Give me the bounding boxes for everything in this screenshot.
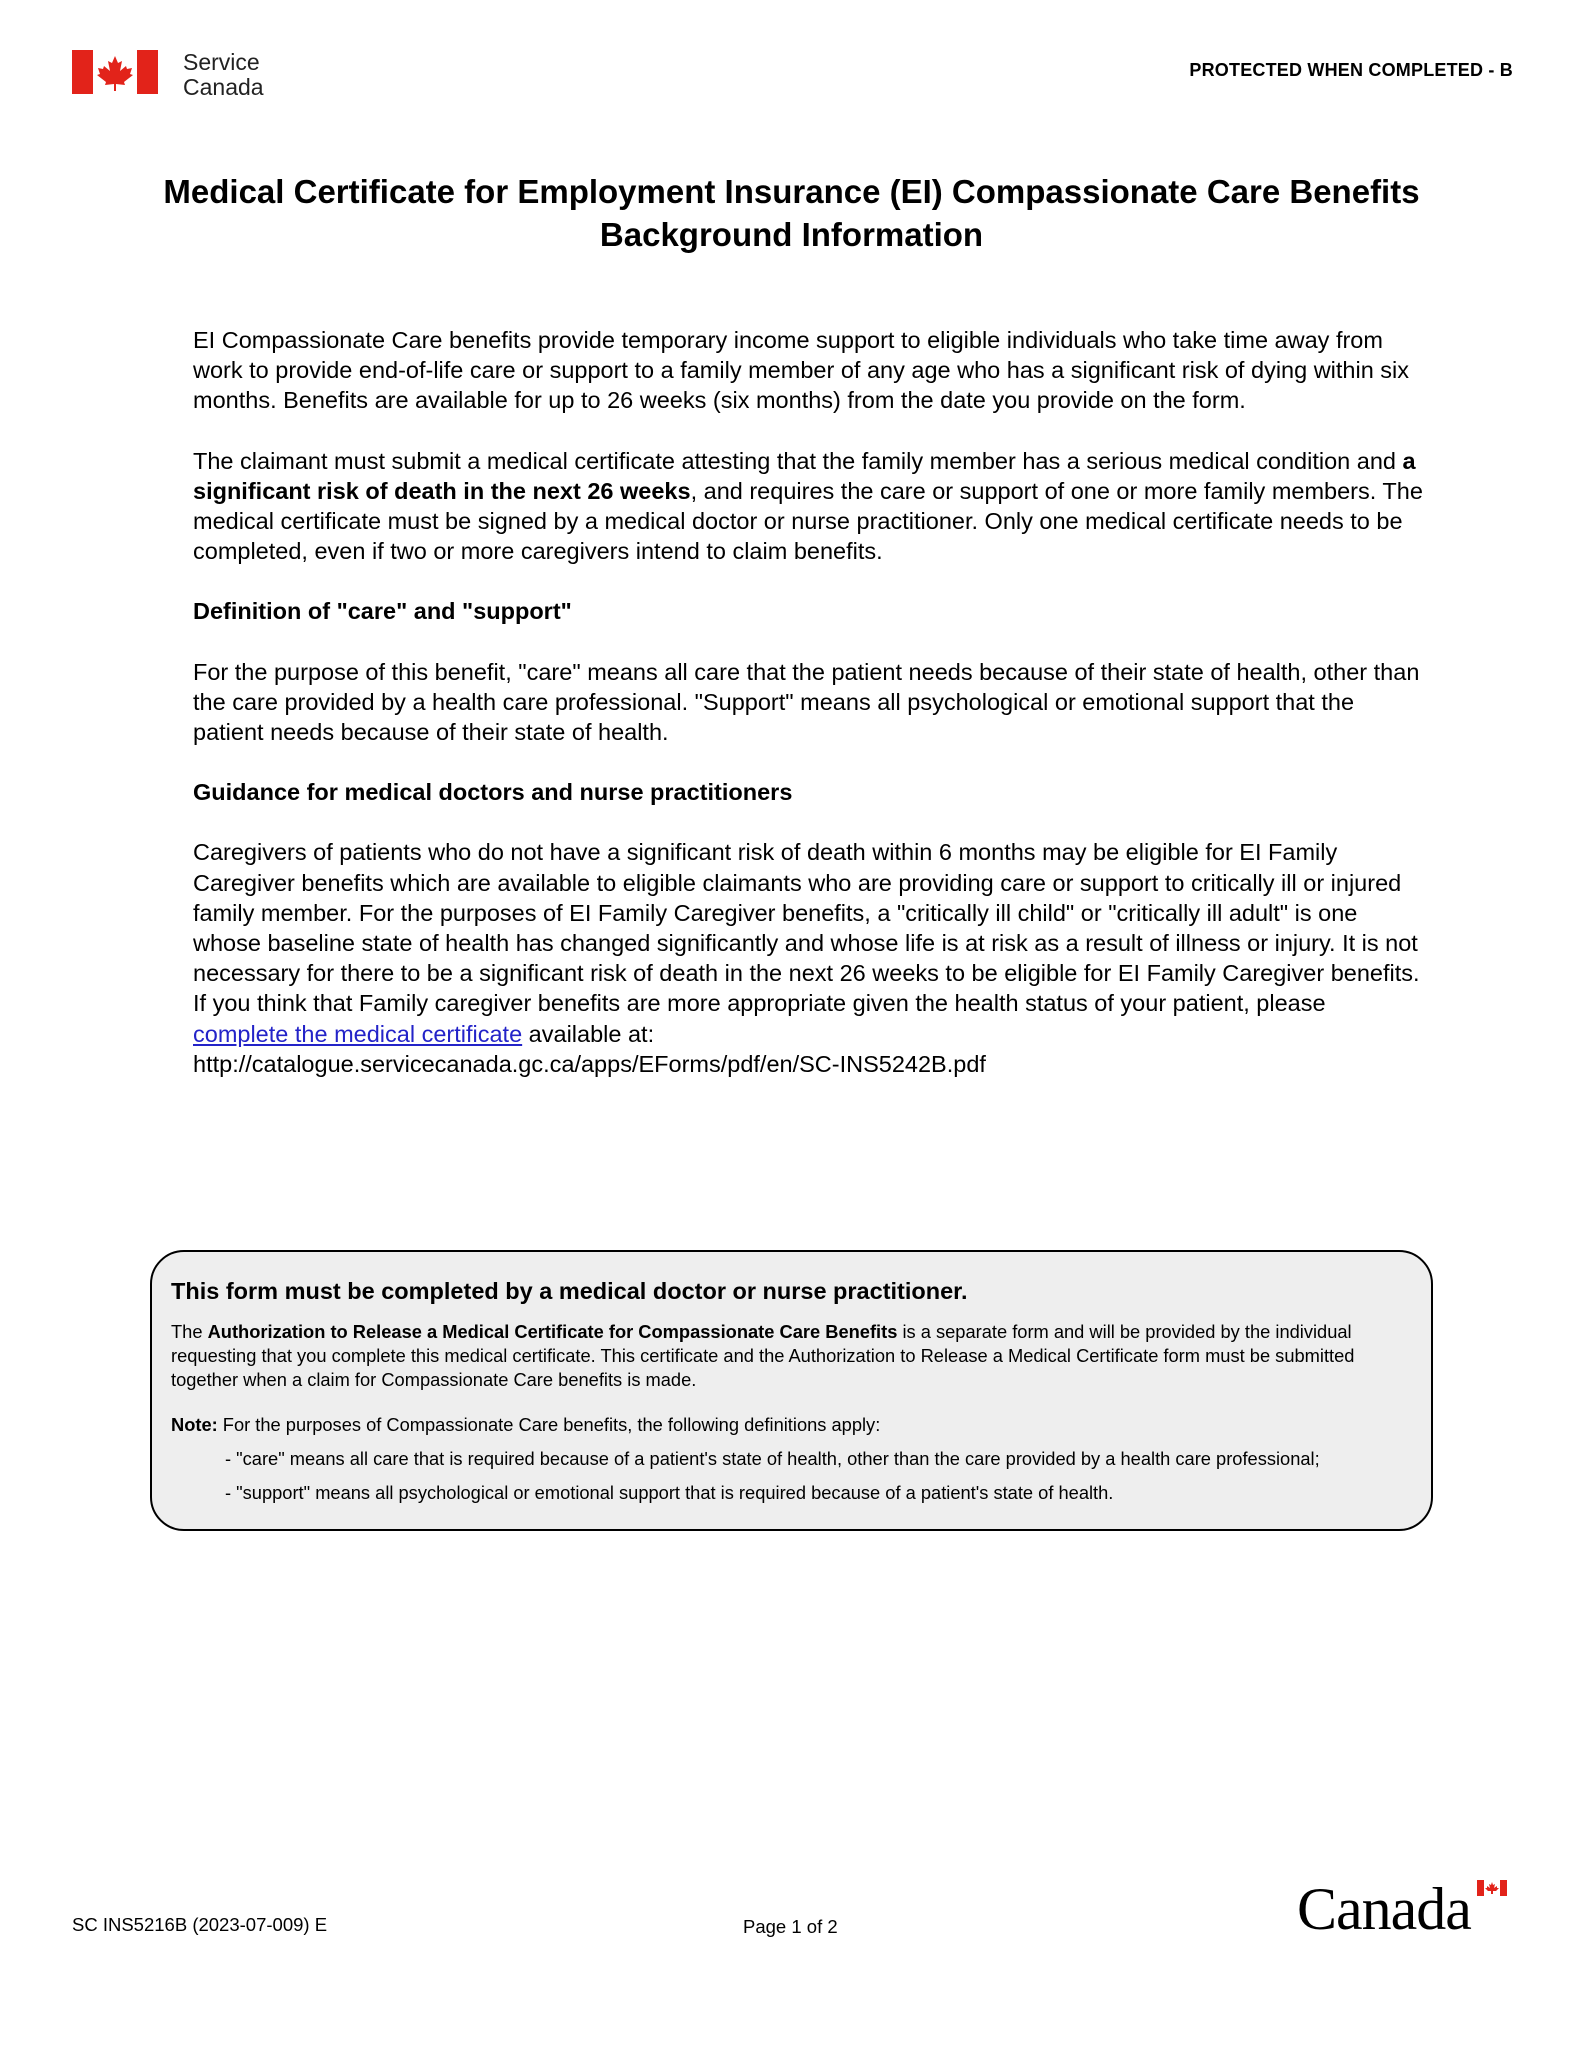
- title-line2: Background Information: [599, 216, 984, 253]
- page-title: [0, 170, 1583, 256]
- note-text: For the purposes of Compassionate Care benefits, the following definitions apply:: [217, 1414, 881, 1435]
- brand-line1: Service: [183, 49, 260, 75]
- definition-support: - "support" means all psychological or emotional support that is required because of a patient's state of health.: [225, 1482, 1114, 1503]
- definition-care: - "care" means all care that is required because of a patient's state of health, other than the care provided by a health care professional;: [225, 1448, 1320, 1469]
- notice-body-post: is a separate form and will be provided by the individual requesting that you complete this medical certificate. This certificate and the Authorization to Release a Medical Certificate form must be submitted together when a claim for Compassionate Care benefits is made.: [171, 1321, 1355, 1390]
- definition-paragraph: For the purpose of this benefit, "care" means all care that the patient needs because of their state of health, other than the care provided by a health care professional. "Support" means all psychological or emotional support that the patient needs because of their state of health.: [193, 658, 1420, 746]
- note-line: [171, 1408, 1412, 1442]
- note-label: Note:: [171, 1414, 218, 1435]
- medical-certificate-link[interactable]: complete the medical certificate: [193, 1020, 523, 1047]
- notice-body: [171, 1320, 1371, 1392]
- guidance-heading: Guidance for medical doctors and nurse practitioners: [193, 779, 793, 806]
- notice-body-pre: The: [171, 1321, 208, 1342]
- definition-heading: Definition of "care" and "support": [193, 598, 572, 625]
- canada-wordmark-flag-icon: [1477, 1880, 1507, 1896]
- guidance-url: http://catalogue.servicecanada.gc.ca/apps/EForms/pdf/en/SC-INS5242B.pdf: [193, 1050, 986, 1077]
- canada-flag-icon: [72, 50, 158, 94]
- body-content: [193, 325, 1423, 1109]
- notice-heading: This form must be completed by a medical doctor or nurse practitioner.: [171, 1278, 968, 1304]
- intro-paragraph: EI Compassionate Care benefits provide temporary income support to eligible individuals who take time away from work to provide end-of-life care or support to a family member of any age who has a significant risk of dying within six months. Benefits are available for up to 26 weeks (six months) from the date you provide on the form.: [193, 327, 1410, 414]
- claimant-text-b: , and requires the care or support of one or more family members. The medical certificate must be signed by a medical doctor or nurse practitioner. Only one medical certificate needs to be completed, even if two or more caregivers intend to claim benefits.: [193, 477, 1423, 565]
- notice-note: [171, 1408, 1412, 1510]
- wordmark-text: Canad: [1297, 1876, 1446, 1942]
- claimant-paragraph: [193, 446, 1423, 567]
- notice-body-bold: Authorization to Release a Medical Certificate for Compassionate Care Benefits: [207, 1321, 898, 1342]
- service-canada-brand: [183, 50, 264, 100]
- guidance-text-b: available at:: [522, 1020, 655, 1047]
- notice-box: [150, 1250, 1433, 1531]
- guidance-text-a: Caregivers of patients who do not have a significant risk of death within 6 months may be eligible for EI Family Caregiver benefits which are available to eligible claimants who are providing care or support to critically ill or injured family member. For the purposes of EI Family Caregiver benefits, a "critically ill child" or "critically ill adult" is one whose baseline state of health has changed significantly and whose life is at risk as a result of illness or injury. It is not necessary for there to be a significant risk of death in the next 26 weeks to be eligible for EI Family Caregiver benefits. If you think that Family caregiver benefits are more appropriate given the health status of your patient, please: [193, 839, 1420, 1017]
- brand-line2: Canada: [183, 74, 264, 100]
- wordmark-final-letter: a: [1445, 1876, 1472, 1942]
- protected-label: PROTECTED WHEN COMPLETED - B: [1189, 60, 1513, 80]
- page-number: Page 1 of 2: [743, 1916, 838, 1937]
- form-number: SC INS5216B (2023-07-009) E: [72, 1914, 328, 1935]
- title-line1: Medical Certificate for Employment Insurance (EI) Compassionate Care Benefits: [163, 173, 1420, 210]
- claimant-text-bold: a significant risk of death in the next 26 weeks: [193, 447, 1416, 504]
- canada-wordmark: [1297, 1876, 1507, 1942]
- claimant-text-a: The claimant must submit a medical certificate attesting that the family member has a serious medical condition and: [193, 447, 1403, 474]
- guidance-paragraph: [193, 837, 1423, 1079]
